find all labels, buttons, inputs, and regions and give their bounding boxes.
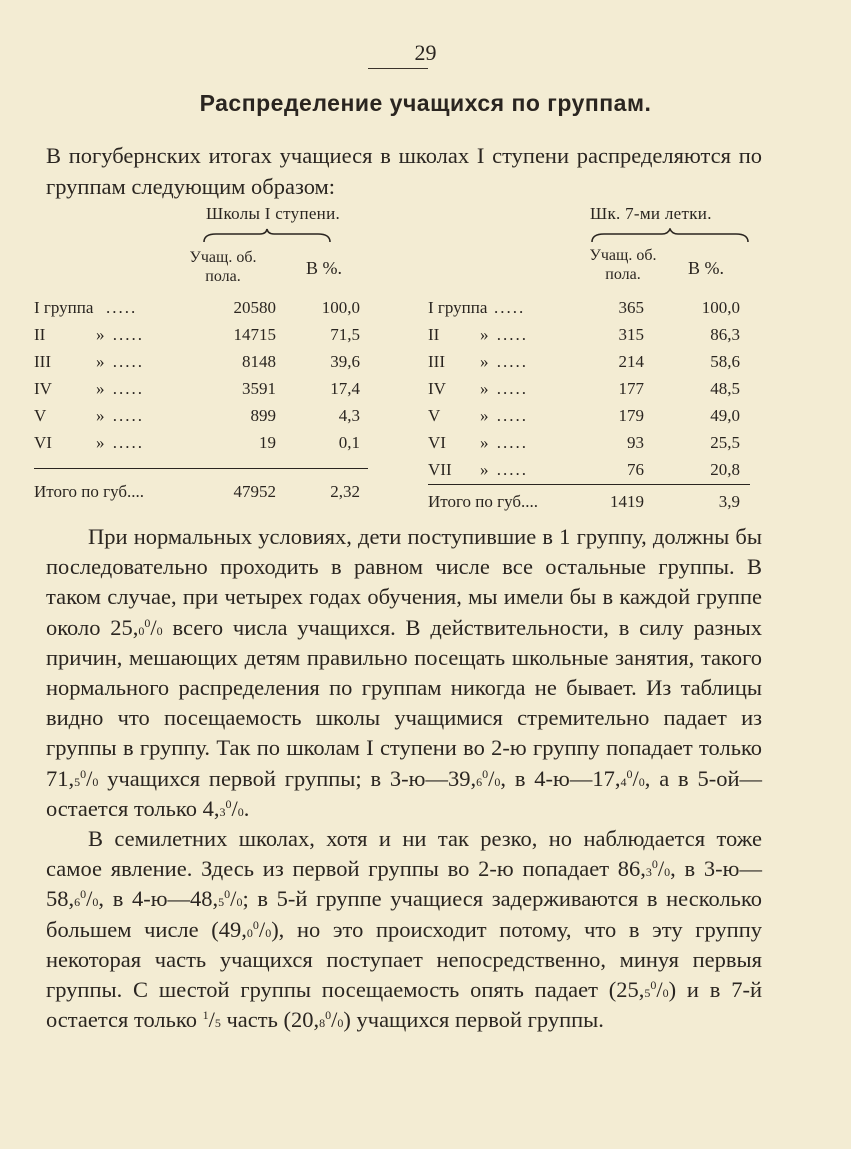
row-count: 76 — [627, 460, 644, 479]
table-seven-year-schools — [428, 200, 758, 520]
row-percent: 48,5 — [710, 379, 740, 398]
row-percent: 25,5 — [710, 433, 740, 452]
table-caption: Шк. 7-ми летки. — [590, 204, 712, 223]
total-row — [34, 482, 370, 508]
row-label: I группа — [428, 298, 488, 317]
table-row — [34, 325, 370, 351]
row-dots: » ..... — [96, 379, 144, 398]
paragraph: В семилетних школах, хотя и ни так резко, но наблюдается тоже самое явление. Здесь из первой группы во 2-ю попадает 86,3$^0$/0, в 3-ю—58,6$^0$/0, в 4-ю—48,5$^0$/0; в 5-й группе учащиеся задерживаются в несколько большем числе (49,0$^0$/0), но это происходит потому, что в эту группу некоторая часть учащихся поступает непосредственно, минуя первыя группы. С шестой группы посещаемость опять падает (25,5$^0$/0) и в 7-й остается только $^1$/5 часть (20,8$^0$/0) учащихся первой группы. — [46, 826, 762, 1033]
body-text — [46, 522, 762, 1035]
table-caption: Школы I ступени. — [206, 204, 341, 223]
table-row — [34, 379, 370, 405]
row-dots: » ..... — [480, 406, 528, 425]
row-dots: » ..... — [480, 325, 528, 344]
total-label: Итого по губ.... — [428, 492, 539, 511]
row-dots: » ..... — [96, 433, 144, 452]
intro-paragraph: В погубернских итогах учащиеся в школах I ступени распределяются по группам следующим образом: — [46, 143, 762, 199]
header-count: Учащ. об. пола. — [589, 247, 657, 283]
row-count: 315 — [618, 325, 644, 344]
row-count: 899 — [250, 406, 276, 425]
table-row — [428, 379, 758, 405]
total-count: 47952 — [233, 482, 276, 501]
table-schools-first-level — [34, 200, 370, 510]
total-rule — [428, 484, 750, 485]
row-label: III — [428, 352, 445, 371]
row-percent: 71,5 — [330, 325, 360, 344]
table-row — [428, 406, 758, 432]
row-count: 214 — [618, 352, 644, 371]
row-dots: » ..... — [96, 352, 144, 371]
table-row — [428, 325, 758, 351]
table-row — [34, 406, 370, 432]
table-row — [34, 352, 370, 378]
row-label: V — [428, 406, 441, 425]
total-label: Итого по губ.... — [34, 482, 145, 501]
caption-brace — [590, 228, 750, 244]
row-percent: 0,1 — [338, 433, 360, 452]
row-count: 3591 — [242, 379, 276, 398]
row-dots: » ..... — [480, 379, 528, 398]
table-row — [428, 460, 758, 486]
page-number: 29 — [414, 40, 437, 65]
table-row — [428, 433, 758, 459]
row-dots: » ..... — [480, 460, 528, 479]
page-number-rule — [368, 68, 428, 69]
row-label: IV — [34, 379, 52, 398]
table-row — [34, 433, 370, 459]
row-percent: 100,0 — [701, 298, 740, 317]
row-label: VII — [428, 460, 452, 479]
total-percent: 2,32 — [330, 482, 360, 501]
row-label: II — [34, 325, 46, 344]
section-heading: Распределение учащихся по группам. — [199, 90, 652, 116]
row-percent: 86,3 — [710, 325, 740, 344]
row-label: VI — [428, 433, 446, 452]
row-percent: 4,3 — [338, 406, 360, 425]
row-count: 365 — [618, 298, 644, 317]
row-percent: 58,6 — [710, 352, 740, 371]
row-count: 179 — [618, 406, 644, 425]
row-count: 19 — [259, 433, 276, 452]
row-count: 8148 — [242, 352, 276, 371]
row-count: 93 — [627, 433, 644, 452]
row-dots: » ..... — [96, 325, 144, 344]
row-label: VI — [34, 433, 52, 452]
row-dots: ..... — [106, 298, 138, 317]
total-count: 1419 — [610, 492, 644, 511]
table-row — [428, 352, 758, 378]
table-row — [428, 298, 758, 324]
row-label: IV — [428, 379, 446, 398]
total-percent: 3,9 — [718, 492, 740, 511]
row-count: 14715 — [233, 325, 276, 344]
caption-brace — [202, 228, 332, 244]
header-count: Учащ. об. пола. — [189, 249, 257, 285]
row-dots: » ..... — [96, 406, 144, 425]
row-percent: 49,0 — [710, 406, 740, 425]
total-row — [428, 492, 758, 518]
row-percent: 17,4 — [330, 379, 360, 398]
row-count: 20580 — [233, 298, 276, 317]
row-label: III — [34, 352, 51, 371]
paragraph: При нормальных условиях, дети поступившие в 1 группу, должны бы последовательно проходить в равном числе все остальные группы. В таком случае, при четырех годах обучения, мы имели бы в каждой группе около 25,0$^0$/0 всего числа учащихся. В действительности, в силу разных причин, мешающих детям правильно посещать школьные занятия, такого нормального распределения по группам никогда не бывает. Из таблицы видно что посещаемость школы учащимися стремительно падает из группы в группу. Так по школам I ступени во 2-ю группу попадает только 71,5$^0$/0 учащихся первой группы; в 3-ю—39,6$^0$/0, в 4-ю—17,4$^0$/0, а в 5-ой—остается только $4,3^0/0$. — [46, 524, 762, 821]
row-dots: » ..... — [480, 352, 528, 371]
row-dots: » ..... — [480, 433, 528, 452]
total-rule — [34, 468, 368, 469]
row-percent: 20,8 — [710, 460, 740, 479]
header-percent: В %. — [306, 258, 342, 278]
header-percent: В %. — [688, 258, 724, 278]
row-label: V — [34, 406, 47, 425]
row-dots: ..... — [494, 298, 526, 317]
table-row — [34, 298, 370, 324]
row-label: I группа — [34, 298, 94, 317]
row-percent: 39,6 — [330, 352, 360, 371]
row-label: II — [428, 325, 440, 344]
row-percent: 100,0 — [321, 298, 360, 317]
row-count: 177 — [618, 379, 644, 398]
